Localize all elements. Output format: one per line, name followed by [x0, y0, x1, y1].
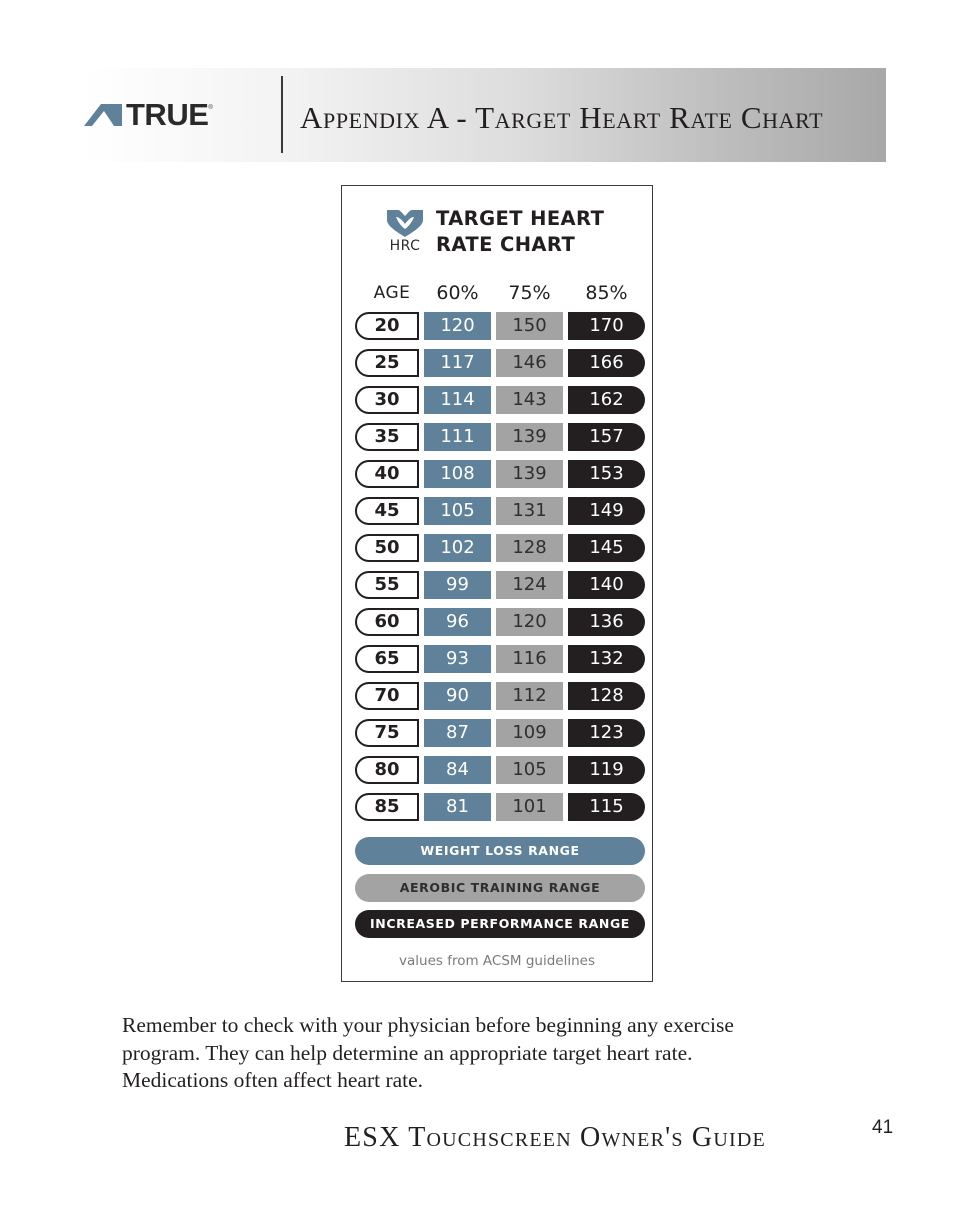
- table-row: [355, 312, 645, 340]
- page-title: Appendix A - Target Heart Rate Chart: [300, 100, 824, 135]
- paragraph-line: Remember to check with your physician before beginning any exercise: [122, 1013, 734, 1037]
- rate-60-cell: 117: [424, 349, 491, 377]
- table-row: [355, 645, 645, 673]
- chart-title-line-2: RATE CHART: [436, 233, 576, 256]
- rate-85-cell: 157: [568, 423, 645, 451]
- age-cell: 45: [355, 497, 419, 525]
- rate-85-cell: 132: [568, 645, 645, 673]
- rate-85-cell: 149: [568, 497, 645, 525]
- chart-title-line-1: TARGET HEART: [436, 207, 605, 230]
- table-row: [355, 534, 645, 562]
- guide-title: ESX Touchscreen Owner's Guide: [344, 1122, 766, 1153]
- table-row: [355, 349, 645, 377]
- paragraph-line: Medications often affect heart rate.: [122, 1068, 424, 1092]
- rate-75-cell: 101: [496, 793, 563, 821]
- rate-85-cell: 115: [568, 793, 645, 821]
- rate-60-cell: 120: [424, 312, 491, 340]
- rate-85-cell: 170: [568, 312, 645, 340]
- header-divider: [281, 76, 283, 153]
- table-row: [355, 571, 645, 599]
- chart-title: [436, 206, 646, 258]
- rate-60-cell: 108: [424, 460, 491, 488]
- rate-75-cell: 105: [496, 756, 563, 784]
- rate-75-cell: 112: [496, 682, 563, 710]
- column-header-age: AGE: [373, 283, 411, 303]
- table-row: [355, 423, 645, 451]
- age-cell: 55: [355, 571, 419, 599]
- legend-weight-loss-range: WEIGHT LOSS RANGE: [355, 837, 645, 865]
- rate-75-cell: 124: [496, 571, 563, 599]
- legend-increased-performance-range: INCREASED PERFORMANCE RANGE: [355, 910, 645, 938]
- rate-60-cell: 93: [424, 645, 491, 673]
- rate-85-cell: 136: [568, 608, 645, 636]
- rate-60-cell: 81: [424, 793, 491, 821]
- table-row: [355, 756, 645, 784]
- rate-75-cell: 139: [496, 460, 563, 488]
- legend-aerobic-training-range: AEROBIC TRAINING RANGE: [355, 874, 645, 902]
- rate-75-cell: 139: [496, 423, 563, 451]
- rate-60-cell: 111: [424, 423, 491, 451]
- source-note: values from ACSM guidelines: [399, 953, 595, 969]
- age-cell: 30: [355, 386, 419, 414]
- age-cell: 60: [355, 608, 419, 636]
- age-cell: 40: [355, 460, 419, 488]
- table-row: [355, 608, 645, 636]
- rate-75-cell: 120: [496, 608, 563, 636]
- age-cell: 25: [355, 349, 419, 377]
- hrc-logo: [383, 208, 427, 256]
- rate-60-cell: 96: [424, 608, 491, 636]
- column-header-85: 85%: [585, 282, 628, 304]
- rate-75-cell: 143: [496, 386, 563, 414]
- table-row: [355, 793, 645, 821]
- heart-rate-chart-card: [341, 185, 653, 982]
- rate-75-cell: 150: [496, 312, 563, 340]
- rate-60-cell: 105: [424, 497, 491, 525]
- page-number: 41: [872, 1117, 894, 1138]
- rate-85-cell: 166: [568, 349, 645, 377]
- column-header-75: 75%: [508, 282, 551, 304]
- table-row: [355, 497, 645, 525]
- age-cell: 35: [355, 423, 419, 451]
- trademark: ®: [208, 105, 213, 111]
- body-paragraph: [122, 1012, 822, 1095]
- rate-85-cell: 153: [568, 460, 645, 488]
- table-row: [355, 719, 645, 747]
- rate-85-cell: 162: [568, 386, 645, 414]
- rate-75-cell: 128: [496, 534, 563, 562]
- rate-75-cell: 146: [496, 349, 563, 377]
- age-cell: 75: [355, 719, 419, 747]
- rate-75-cell: 131: [496, 497, 563, 525]
- table-row: [355, 386, 645, 414]
- rate-85-cell: 119: [568, 756, 645, 784]
- age-cell: 85: [355, 793, 419, 821]
- brand-name: TRUE: [126, 97, 209, 132]
- rate-60-cell: 99: [424, 571, 491, 599]
- rate-60-cell: 84: [424, 756, 491, 784]
- age-cell: 70: [355, 682, 419, 710]
- rate-60-cell: 102: [424, 534, 491, 562]
- age-cell: 80: [355, 756, 419, 784]
- table-row: [355, 682, 645, 710]
- true-logo: [84, 97, 254, 132]
- rate-75-cell: 116: [496, 645, 563, 673]
- age-cell: 20: [355, 312, 419, 340]
- column-header-60: 60%: [436, 282, 479, 304]
- rate-60-cell: 114: [424, 386, 491, 414]
- rate-75-cell: 109: [496, 719, 563, 747]
- rate-85-cell: 123: [568, 719, 645, 747]
- age-cell: 50: [355, 534, 419, 562]
- rate-60-cell: 90: [424, 682, 491, 710]
- table-row: [355, 460, 645, 488]
- rate-60-cell: 87: [424, 719, 491, 747]
- heart-icon: [383, 208, 427, 238]
- paragraph-line: program. They can help determine an appropriate target heart rate.: [122, 1040, 693, 1065]
- hrc-letters: HRC: [389, 238, 421, 254]
- rate-85-cell: 140: [568, 571, 645, 599]
- rate-85-cell: 145: [568, 534, 645, 562]
- rate-85-cell: 128: [568, 682, 645, 710]
- true-mountain-icon: [84, 104, 122, 126]
- age-cell: 65: [355, 645, 419, 673]
